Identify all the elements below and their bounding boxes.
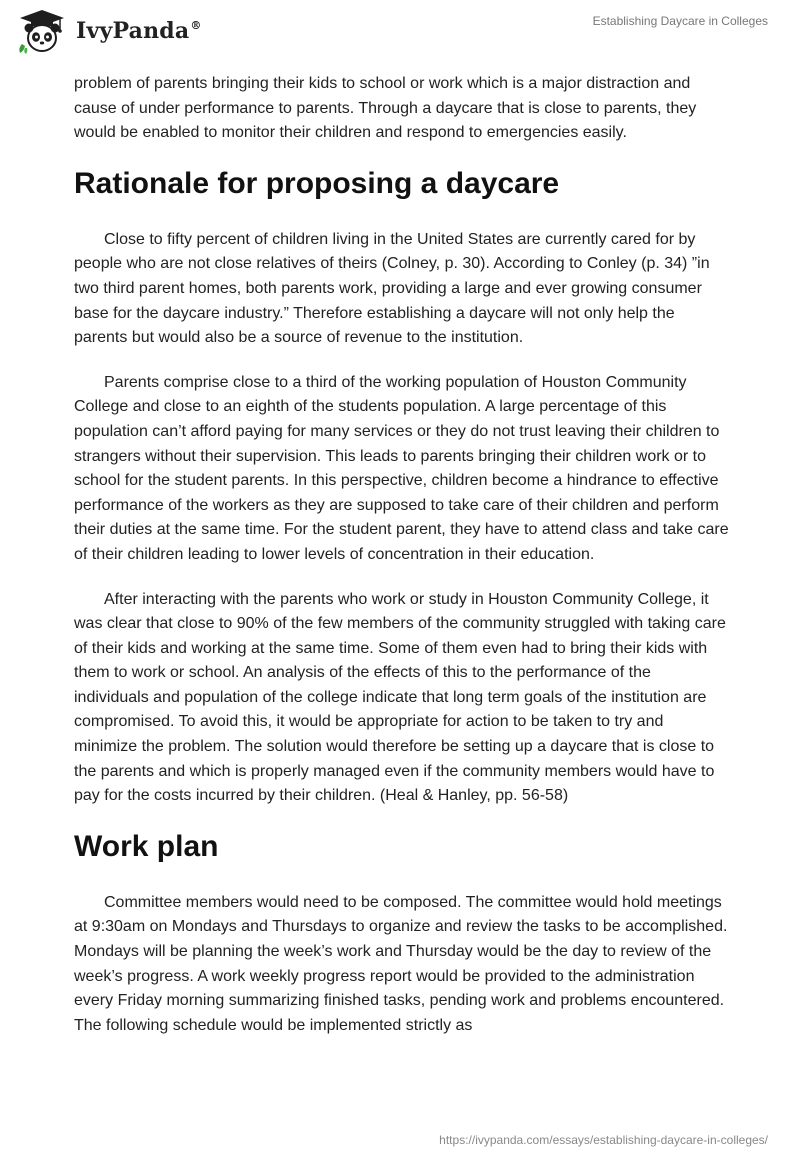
ivypanda-logo[interactable] bbox=[16, 8, 202, 54]
paragraph: After interacting with the parents who work or study in Houston Community College, it was clear that close to 90% of the few members of the community struggled with taking care of their kids and working at the same time. Some of them even had to bring their kids with them to work or school. An analysis of the effects of this to the performance of the individuals and population of the college indicate that long term goals of the institution are compromised. To avoid this, it would be appropriate for action to be taken to try and minimize the problem. The solution would therefore be setting up a daycare that is close to the parents and which is properly managed even if the community members would have to pay for the costs incurred by their children. (Heal & Hanley, pp. 56-58) bbox=[74, 590, 726, 805]
source-url-link[interactable]: https://ivypanda.com/essays/establishing-daycare-in-colleges/ bbox=[439, 1133, 768, 1147]
intro-paragraph: problem of parents bringing their kids to school or work which is a major distraction and cause of under performance to parents. Through a daycare that is close to parents, they would be enabled to monitor their children and respond to emergencies easily. bbox=[74, 75, 697, 142]
page-header bbox=[0, 0, 800, 70]
panda-graduate-logo-icon bbox=[16, 8, 68, 54]
section-heading-rationale: Rationale for proposing a daycare bbox=[74, 166, 560, 200]
document-title: Establishing Daycare in Colleges bbox=[592, 14, 768, 28]
paragraph: Parents comprise close to a third of the working population of Houston Community College and close to an eighth of the students population. A large percentage of this population can’t afford paying for many services or they do not trust leaving their children to strangers without their supervision. This leads to parents bringing their children work or to school for the student parents. In this perspective, children become a hindrance to effective performance of the workers as they are supposed to take care of their children and perform their duties at the same time. For the student parent, they have to attend class and take care of their children leading to lower levels of concentration in their education. bbox=[74, 373, 729, 563]
paragraph: Committee members would need to be composed. The committee would hold meetings at 9:30am on Mondays and Thursdays to organize and review the tasks to be accomplished. Mondays will be planning the week’s work and Thursday would be the day to review of the week’s progress. A work weekly progress report would be provided to the administration every Friday morning summarizing finished tasks, pending work and problems encountered. The following schedule would be implemented strictly as bbox=[74, 893, 728, 1034]
paragraph: Close to fifty percent of children living in the United States are currently cared for by people who are not close relatives of theirs (Colney, p. 30). According to Conley (p. 34) ”in two third parent homes, both parents work, providing a large and ever growing consumer base for the daycare industry.” Therefore establishing a daycare will not only help the parents but would also be a source of revenue to the institution. bbox=[74, 230, 710, 347]
brand-name: IvyPanda® bbox=[76, 18, 202, 44]
section-heading-work-plan: Work plan bbox=[74, 829, 219, 863]
essay-content bbox=[74, 72, 730, 1058]
